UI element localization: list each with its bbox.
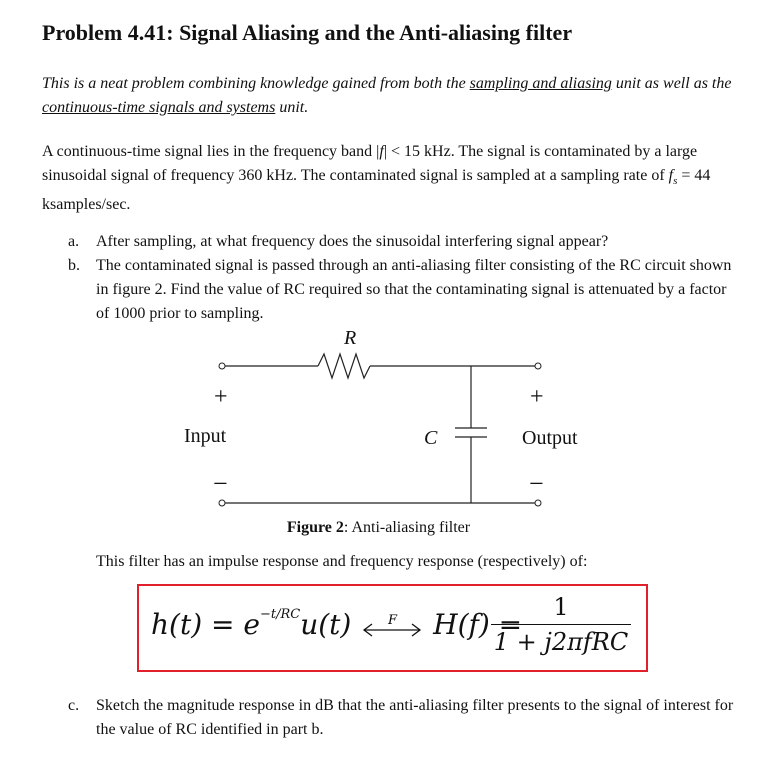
output-terminal-bottom [535,500,541,506]
input-plus-sign: + [214,384,228,410]
ct-signals-systems-link[interactable]: continuous-time signals and systems [42,99,276,116]
figure-caption: Figure 2: Anti-aliasing filter [286,519,471,536]
impulse-response-equation: $h(t) = e^{-t/RC}u(t)$ F H(f) = [151,607,523,641]
intro-paragraph: This is a neat problem combining knowledge gained from both the sampling and aliasing unit as well as the continuous-time signals and systems unit. [42,75,732,116]
rc-circuit-diagram [0,320,757,520]
question-b: b. The contaminated signal is passed through an anti-aliasing filter consisting of the RC circuit shown in figure 2. Find the value of RC required so that the contaminating signal is attenuated by a factor of 1000 prior to sampling. [68,257,732,322]
frequency-response-fraction [491,592,631,657]
output-label: Output [522,427,578,449]
input-terminal-top [219,363,225,369]
denominator: 1 + j2πfRC [493,628,629,656]
exponent: −t/RC [259,607,301,622]
question-c: c. Sketch the magnitude response in dB that the anti-aliasing filter presents to the signal of interest for the value of RC identified in part b. [68,697,734,738]
question-list [68,230,738,326]
output-minus-sign: − [529,469,544,498]
resistor-symbol [318,354,370,378]
filter-intro-text: This filter has an impulse response and frequency response (respectively) of: [96,553,588,570]
fourier-label: F [388,612,398,628]
problem-title: Problem 4.41: Signal Aliasing and the Anti-aliasing filter [42,20,573,45]
question-a: a. After sampling, at what frequency does the sinusoidal interfering signal appear? [68,233,609,250]
output-terminal-top [535,363,541,369]
resistor-label: R [344,327,357,349]
numerator: 1 [553,593,569,621]
fourier-pair-arrow [360,612,424,642]
output-plus-sign: + [530,384,544,410]
equation-box [137,584,648,672]
input-label: Input [184,425,227,447]
input-minus-sign: − [213,469,228,498]
capacitor-label: C [424,427,438,449]
input-terminal-bottom [219,500,225,506]
sampling-aliasing-link[interactable]: sampling and aliasing [469,75,612,92]
problem-statement: A continuous-time signal lies in the frequency band |f| < 15 kHz. The signal is contaminated by a large sinusoidal signal of frequency 360 kHz. The contaminated signal is sampled at a sampling rate of $f_s = 44$ ksamples/sec. [42,143,711,214]
